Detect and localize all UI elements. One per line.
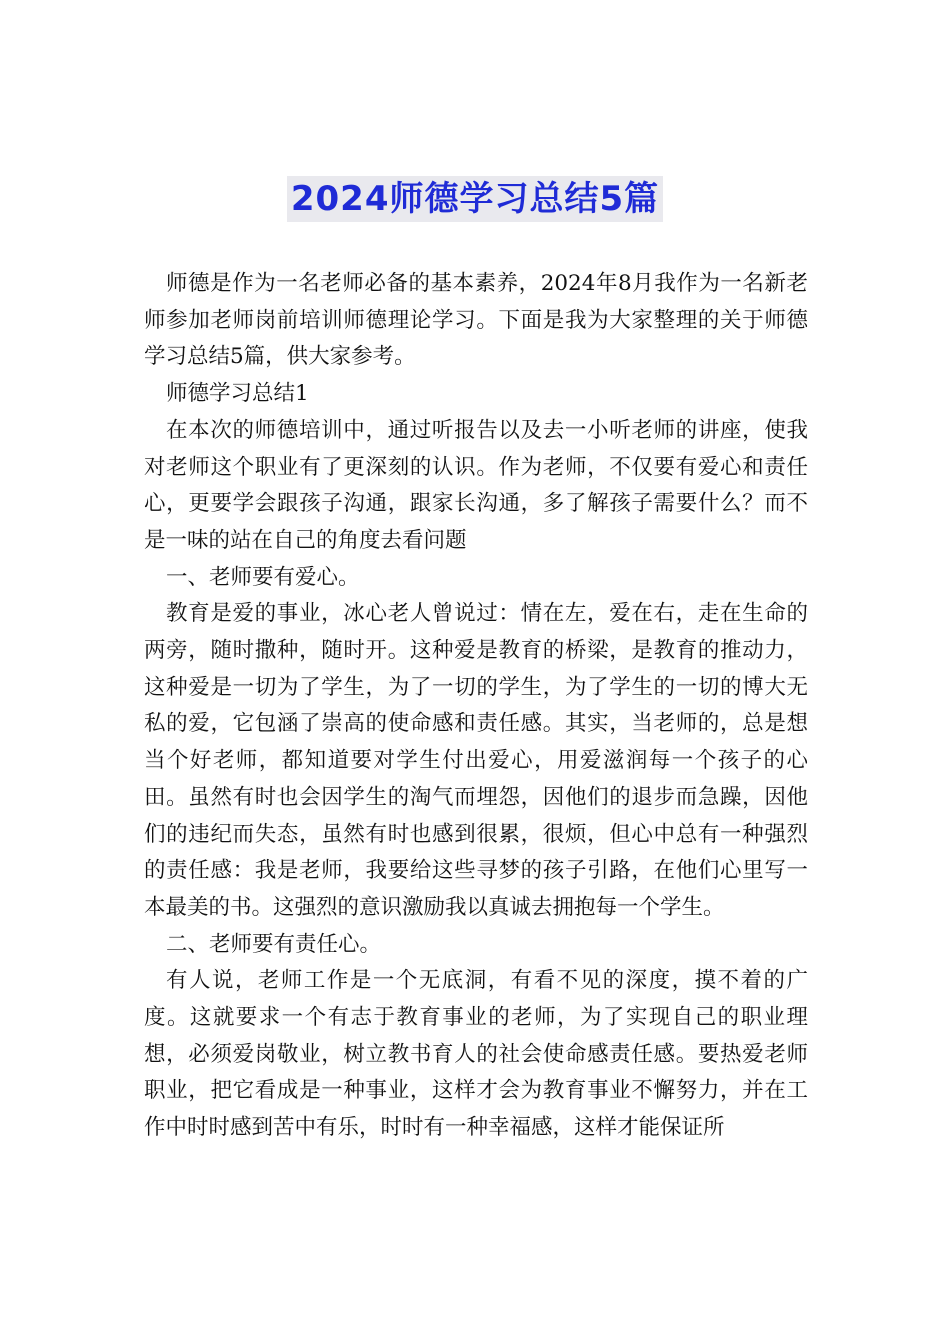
- section-heading: 师德学习总结1: [166, 381, 309, 407]
- body-paragraph: 有人说，老师工作是一个无底洞，有看不见的深度，摸不着的广度。这就要求一个有志于教育事业的老师，为了实现自己的职业理想，必须爱岗敬业，树立教书育人的社会使命感责任感。要热爱老师职业，把它看成是一种事业，这样才会为教育事业不懈努力，并在工作中时时感到苦中有乐，时时有一种幸福感，这样才能保证所: [144, 968, 808, 1141]
- document-title: [0, 176, 950, 222]
- subsection-heading: 一、老师要有爱心。: [166, 564, 360, 590]
- intro-paragraph: 师德是作为一名老师必备的基本素养，2024年8月我作为一名新老师参加老师岗前培训师德理论学习。下面是我为大家整理的关于师德学习总结5篇，供大家参考。: [144, 271, 808, 370]
- body-paragraph: 教育是爱的事业，冰心老人曾说过：情在左，爱在右，走在生命的两旁，随时撒种，随时开。这种爱是教育的桥梁，是教育的推动力，这种爱是一切为了学生，为了一切的学生，为了学生的一切的博大无私的爱，它包涵了崇高的使命感和责任感。其实，当老师的，总是想当个好老师，都知道要对学生付出爱心，用爱滋润每一个孩子的心田。虽然有时也会因学生的淘气而埋怨，因他们的退步而急躁，因他们的违纪而失态，虽然有时也感到很累，很烦，但心中总有一种强烈的责任感：我是老师，我要给这些寻梦的孩子引路，在他们心里写一本最美的书。这强烈的意识激励我以真诚去拥抱每一个学生。: [144, 601, 808, 920]
- document-body: [144, 266, 808, 1147]
- body-paragraph: 在本次的师德培训中，通过听报告以及去一小听老师的讲座，使我对老师这个职业有了更深刻的认识。作为老师，不仅要有爱心和责任心，更要学会跟孩子沟通，跟家长沟通，多了解孩子需要什么？而不是一味的站在自己的角度去看问题: [144, 417, 808, 553]
- document-title-text: 2024师德学习总结5篇: [287, 176, 663, 222]
- subsection-heading: 二、老师要有责任心。: [166, 931, 382, 957]
